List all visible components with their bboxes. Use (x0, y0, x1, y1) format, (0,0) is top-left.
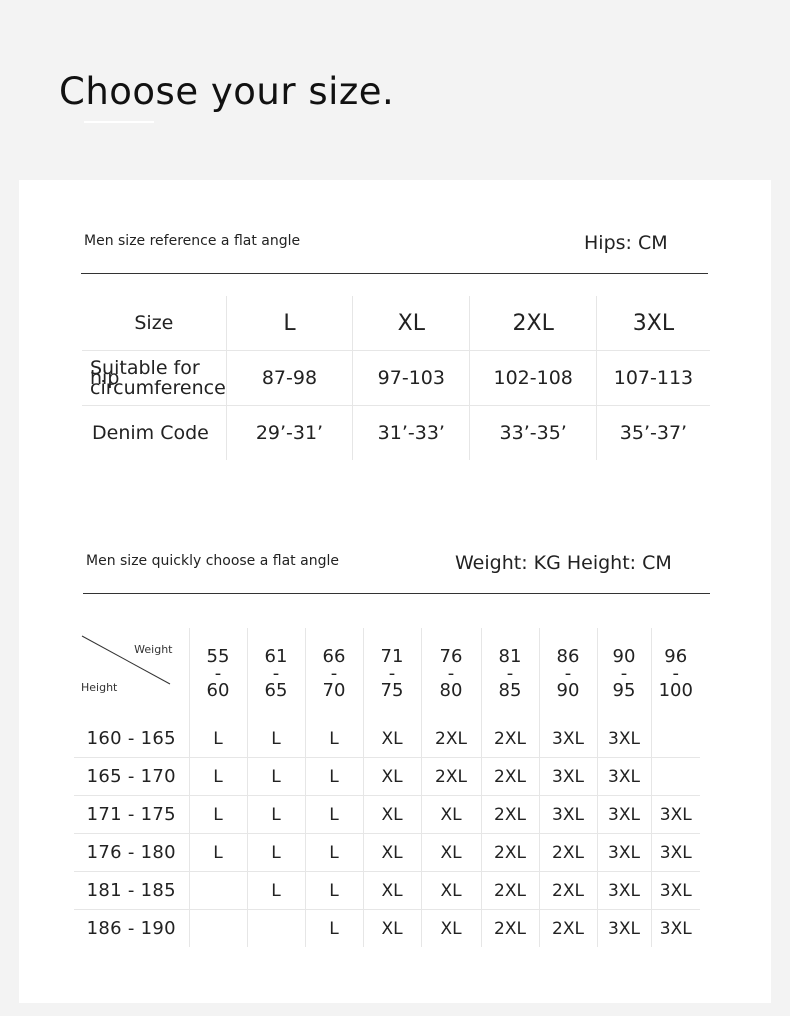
size-chart-card (19, 180, 771, 1003)
weight-range-to: 85 (498, 680, 522, 701)
size-cell: L (247, 796, 305, 834)
hip-value-cell: 107-113 (596, 351, 710, 406)
table-row (74, 758, 700, 796)
size-cell: XL (363, 758, 421, 796)
hip-section-divider (81, 273, 708, 274)
hip-size-table (82, 296, 710, 460)
size-cell: 2XL (481, 720, 539, 758)
size-cell: 2XL (481, 758, 539, 796)
hip-row-label: Suitable for hip circumference (82, 351, 226, 406)
size-cell: 3XL (539, 796, 597, 834)
size-cell: L (305, 834, 363, 872)
weight-range-header (189, 628, 247, 720)
weight-range-to: 90 (556, 680, 580, 701)
weight-range-from: 81 (498, 646, 522, 667)
height-range-cell: 181 - 185 (74, 872, 189, 910)
size-cell: L (305, 758, 363, 796)
size-cell: L (189, 796, 247, 834)
size-cell: L (247, 720, 305, 758)
size-cell: 3XL (539, 758, 597, 796)
size-cell: 2XL (481, 910, 539, 948)
weight-range-to: 60 (206, 680, 230, 701)
denim-row-label: Denim Code (82, 406, 226, 461)
size-cell: L (305, 872, 363, 910)
size-cell: 3XL (539, 720, 597, 758)
denim-value-cell: 35’-37’ (619, 422, 688, 444)
size-cell: 3XL (651, 796, 700, 834)
weight-range-to: 70 (322, 680, 346, 701)
size-cell: 3XL (651, 872, 700, 910)
size-cell: 3XL (597, 796, 651, 834)
weight-range-from: 86 (556, 646, 580, 667)
height-range-cell: 160 - 165 (74, 720, 189, 758)
size-cell: XL (421, 872, 481, 910)
weight-range-dash: - (447, 663, 455, 684)
size-cell: L (226, 296, 352, 351)
size-cell: XL (363, 910, 421, 948)
size-cell (189, 872, 247, 910)
size-cell: 3XL (597, 758, 651, 796)
size-cell: 2XL (539, 910, 597, 948)
weight-range-dash: - (388, 663, 396, 684)
size-cell: XL (363, 872, 421, 910)
size-cell: 2XL (481, 872, 539, 910)
corner-weight-label: Weight (134, 643, 173, 656)
weight-range-dash: - (620, 663, 628, 684)
size-cell: L (305, 796, 363, 834)
hip-section-unit: Hips: CM (584, 232, 668, 254)
hip-section-label: Men size reference a flat angle (84, 233, 301, 249)
corner-height-label: Height (81, 681, 118, 694)
weight-range-dash: - (672, 663, 679, 684)
weight-range-from: 90 (612, 646, 636, 667)
table-row (74, 720, 700, 758)
size-cell: L (189, 834, 247, 872)
weight-range-header (421, 628, 481, 720)
size-cell: XL (363, 796, 421, 834)
weight-range-from: 76 (439, 646, 463, 667)
size-cell: XL (421, 834, 481, 872)
wh-section-unit: Weight: KG Height: CM (455, 552, 672, 574)
weight-range-from: 71 (380, 646, 404, 667)
hip-value-cell: 97-103 (353, 351, 470, 406)
weight-range-header (597, 628, 651, 720)
wh-section-divider (83, 593, 710, 594)
size-cell: XL (363, 720, 421, 758)
table-row (82, 351, 710, 406)
height-range-cell: 176 - 180 (74, 834, 189, 872)
size-cell: 3XL (597, 834, 651, 872)
table-row (74, 834, 700, 872)
size-cell (247, 910, 305, 948)
size-cell: 3XL (659, 918, 692, 939)
table-row (74, 796, 700, 834)
size-cell: XL (363, 834, 421, 872)
size-cell: 3XL (651, 834, 700, 872)
size-cell (651, 758, 700, 796)
weight-range-from: 96 (664, 646, 688, 667)
size-cell: XL (353, 296, 470, 351)
denim-value-cell: 33’-35’ (470, 406, 596, 461)
size-cell: 3XL (596, 296, 710, 351)
size-cell: 2XL (481, 796, 539, 834)
weight-range-dash: - (214, 663, 222, 684)
weight-range-to: 75 (380, 680, 404, 701)
corner-cell (74, 628, 189, 720)
size-cell (189, 910, 247, 948)
weight-height-table (74, 628, 700, 947)
size-cell: XL (421, 796, 481, 834)
hip-value-cell: 87-98 (226, 351, 352, 406)
page-title: Choose your size. (59, 70, 395, 113)
height-range-cell: 186 - 190 (74, 910, 189, 948)
size-cell: 2XL (539, 872, 597, 910)
weight-range-header (481, 628, 539, 720)
weight-range-header (247, 628, 305, 720)
size-cell: 2XL (421, 758, 481, 796)
wh-section-label: Men size quickly choose a flat angle (86, 553, 339, 569)
hip-value-cell: 102-108 (470, 351, 596, 406)
size-cell (651, 720, 700, 758)
size-cell: 2XL (481, 834, 539, 872)
weight-range-header (363, 628, 421, 720)
weight-range-to: 80 (439, 680, 463, 701)
size-cell: L (247, 758, 305, 796)
weight-range-dash: - (506, 663, 514, 684)
weight-range-to: 95 (612, 680, 636, 701)
size-cell: L (189, 720, 247, 758)
denim-value-cell: 29’-31’ (226, 406, 352, 461)
weight-range-from: 55 (206, 646, 230, 667)
weight-range-from: 66 (322, 646, 346, 667)
weight-range-dash: - (564, 663, 572, 684)
weight-range-dash: - (272, 663, 280, 684)
size-cell: 2XL (539, 834, 597, 872)
table-row (82, 296, 710, 351)
weight-range-to: 65 (264, 680, 288, 701)
weight-range-header (305, 628, 363, 720)
size-cell: L (305, 910, 363, 948)
size-cell: 3XL (597, 910, 651, 948)
table-row (74, 910, 700, 948)
weight-range-header (539, 628, 597, 720)
height-range-cell: 171 - 175 (74, 796, 189, 834)
weight-range-to: 100 (658, 680, 693, 701)
weight-range-dash: - (330, 663, 338, 684)
size-cell: L (305, 720, 363, 758)
size-cell: 3XL (597, 872, 651, 910)
size-cell: L (247, 872, 305, 910)
weight-range-header (651, 628, 700, 720)
height-range-cell: 165 - 170 (74, 758, 189, 796)
size-cell: XL (421, 910, 481, 948)
table-row (74, 872, 700, 910)
size-cell: 2XL (470, 296, 596, 351)
denim-value-cell: 31’-33’ (353, 406, 470, 461)
table-row (74, 628, 700, 720)
size-cell: 2XL (421, 720, 481, 758)
title-underline (84, 121, 154, 123)
table-row (82, 406, 710, 461)
size-header: Size (82, 296, 226, 351)
size-cell: L (247, 834, 305, 872)
weight-range-from: 61 (264, 646, 288, 667)
size-cell: 3XL (597, 720, 651, 758)
size-cell: L (189, 758, 247, 796)
